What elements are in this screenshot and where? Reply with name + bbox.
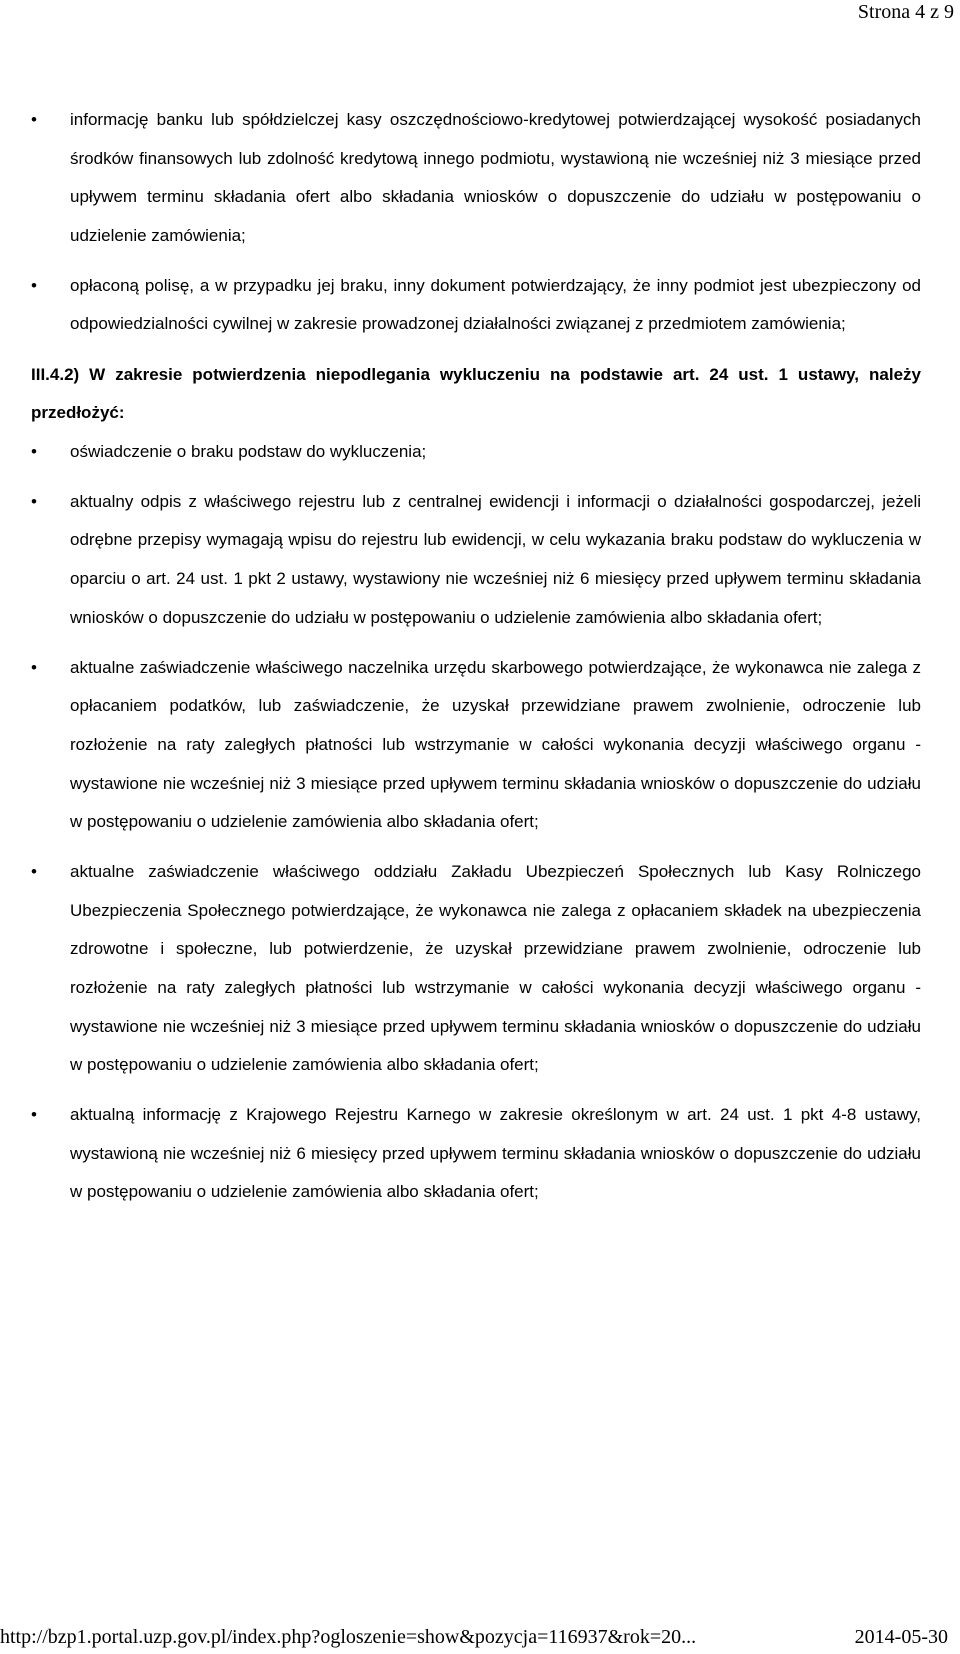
footer-date: 2014-05-30 <box>854 1626 948 1648</box>
list-item: • opłaconą polisę, a w przypadku jej braku, inny dokument potwierdzający, że inny podmiot jest ubezpieczony od odpowiedzialności cywilnej w zakresie prowadzonej działalności związanej z przedmiotem zamówienia; <box>31 267 921 344</box>
document-body <box>31 101 921 1212</box>
list-item: • aktualne zaświadczenie właściwego naczelnika urzędu skarbowego potwierdzające, że wykonawca nie zalega z opłacaniem podatków, lub zaświadczenie, że uzyskał przewidziane prawem zwolnienie, odroczenie lub rozłożenie na raty zaległych płatności lub wstrzymanie w całości wykonania decyzji właściwego organu - wystawione nie wcześniej niż 3 miesiące przed upływem terminu składania wniosków o dopuszczenie do udziału w postępowaniu o udzielenie zamówienia albo składania ofert; <box>31 649 921 842</box>
section-heading: III.4.2) W zakresie potwierdzenia niepodlegania wykluczeniu na podstawie art. 24 ust. 1 ustawy, należy przedłożyć: <box>31 364 921 423</box>
list-item: • informację banku lub spółdzielczej kasy oszczędnościowo-kredytowej potwierdzającej wysokość posiadanych środków finansowych lub zdolność kredytową innego podmiotu, wystawioną nie wcześniej niż 3 miesiące przed upływem terminu składania ofert albo składania wniosków o dopuszczenie do udziału w postępowaniu o udzielenie zamówienia; <box>31 101 921 255</box>
list-item: • aktualną informację z Krajowego Rejestru Karnego w zakresie określonym w art. 24 ust. 1 pkt 4-8 ustawy, wystawioną nie wcześniej niż 6 miesięcy przed upływem terminu składania wniosków o dopuszczenie do udziału w postępowaniu o udzielenie zamówienia albo składania ofert; <box>31 1096 921 1212</box>
page-number: Strona 4 z 9 <box>857 1 954 23</box>
list-item: • oświadczenie o braku podstaw do wykluczenia; <box>31 433 921 472</box>
bullet-list-exclusion <box>31 433 921 1212</box>
bullet-list-financial <box>31 101 921 344</box>
list-item: • aktualne zaświadczenie właściwego oddziału Zakładu Ubezpieczeń Społecznych lub Kasy Rolniczego Ubezpieczenia Społecznego potwierdzające, że wykonawca nie zalega z opłacaniem składek na ubezpieczenia zdrowotne i społeczne, lub potwierdzenie, że uzyskał przewidziane prawem zwolnienie, odroczenie lub rozłożenie na raty zaległych płatności lub wstrzymanie w całości wykonania decyzji właściwego organu - wystawione nie wcześniej niż 3 miesiące przed upływem terminu składania wniosków o dopuszczenie do udziału w postępowaniu o udzielenie zamówienia albo składania ofert; <box>31 853 921 1085</box>
footer-url: http://bzp1.portal.uzp.gov.pl/index.php?ogloszenie=show&pozycja=116937&rok=20... <box>0 1626 697 1648</box>
list-item: • aktualny odpis z właściwego rejestru lub z centralnej ewidencji i informacji o działalności gospodarczej, jeżeli odrębne przepisy wymagają wpisu do rejestru lub ewidencji, w celu wykazania braku podstaw do wykluczenia w oparciu o art. 24 ust. 1 pkt 2 ustawy, wystawiony nie wcześniej niż 6 miesięcy przed upływem terminu składania wniosków o dopuszczenie do udziału w postępowaniu o udzielenie zamówienia albo składania ofert; <box>31 483 921 637</box>
